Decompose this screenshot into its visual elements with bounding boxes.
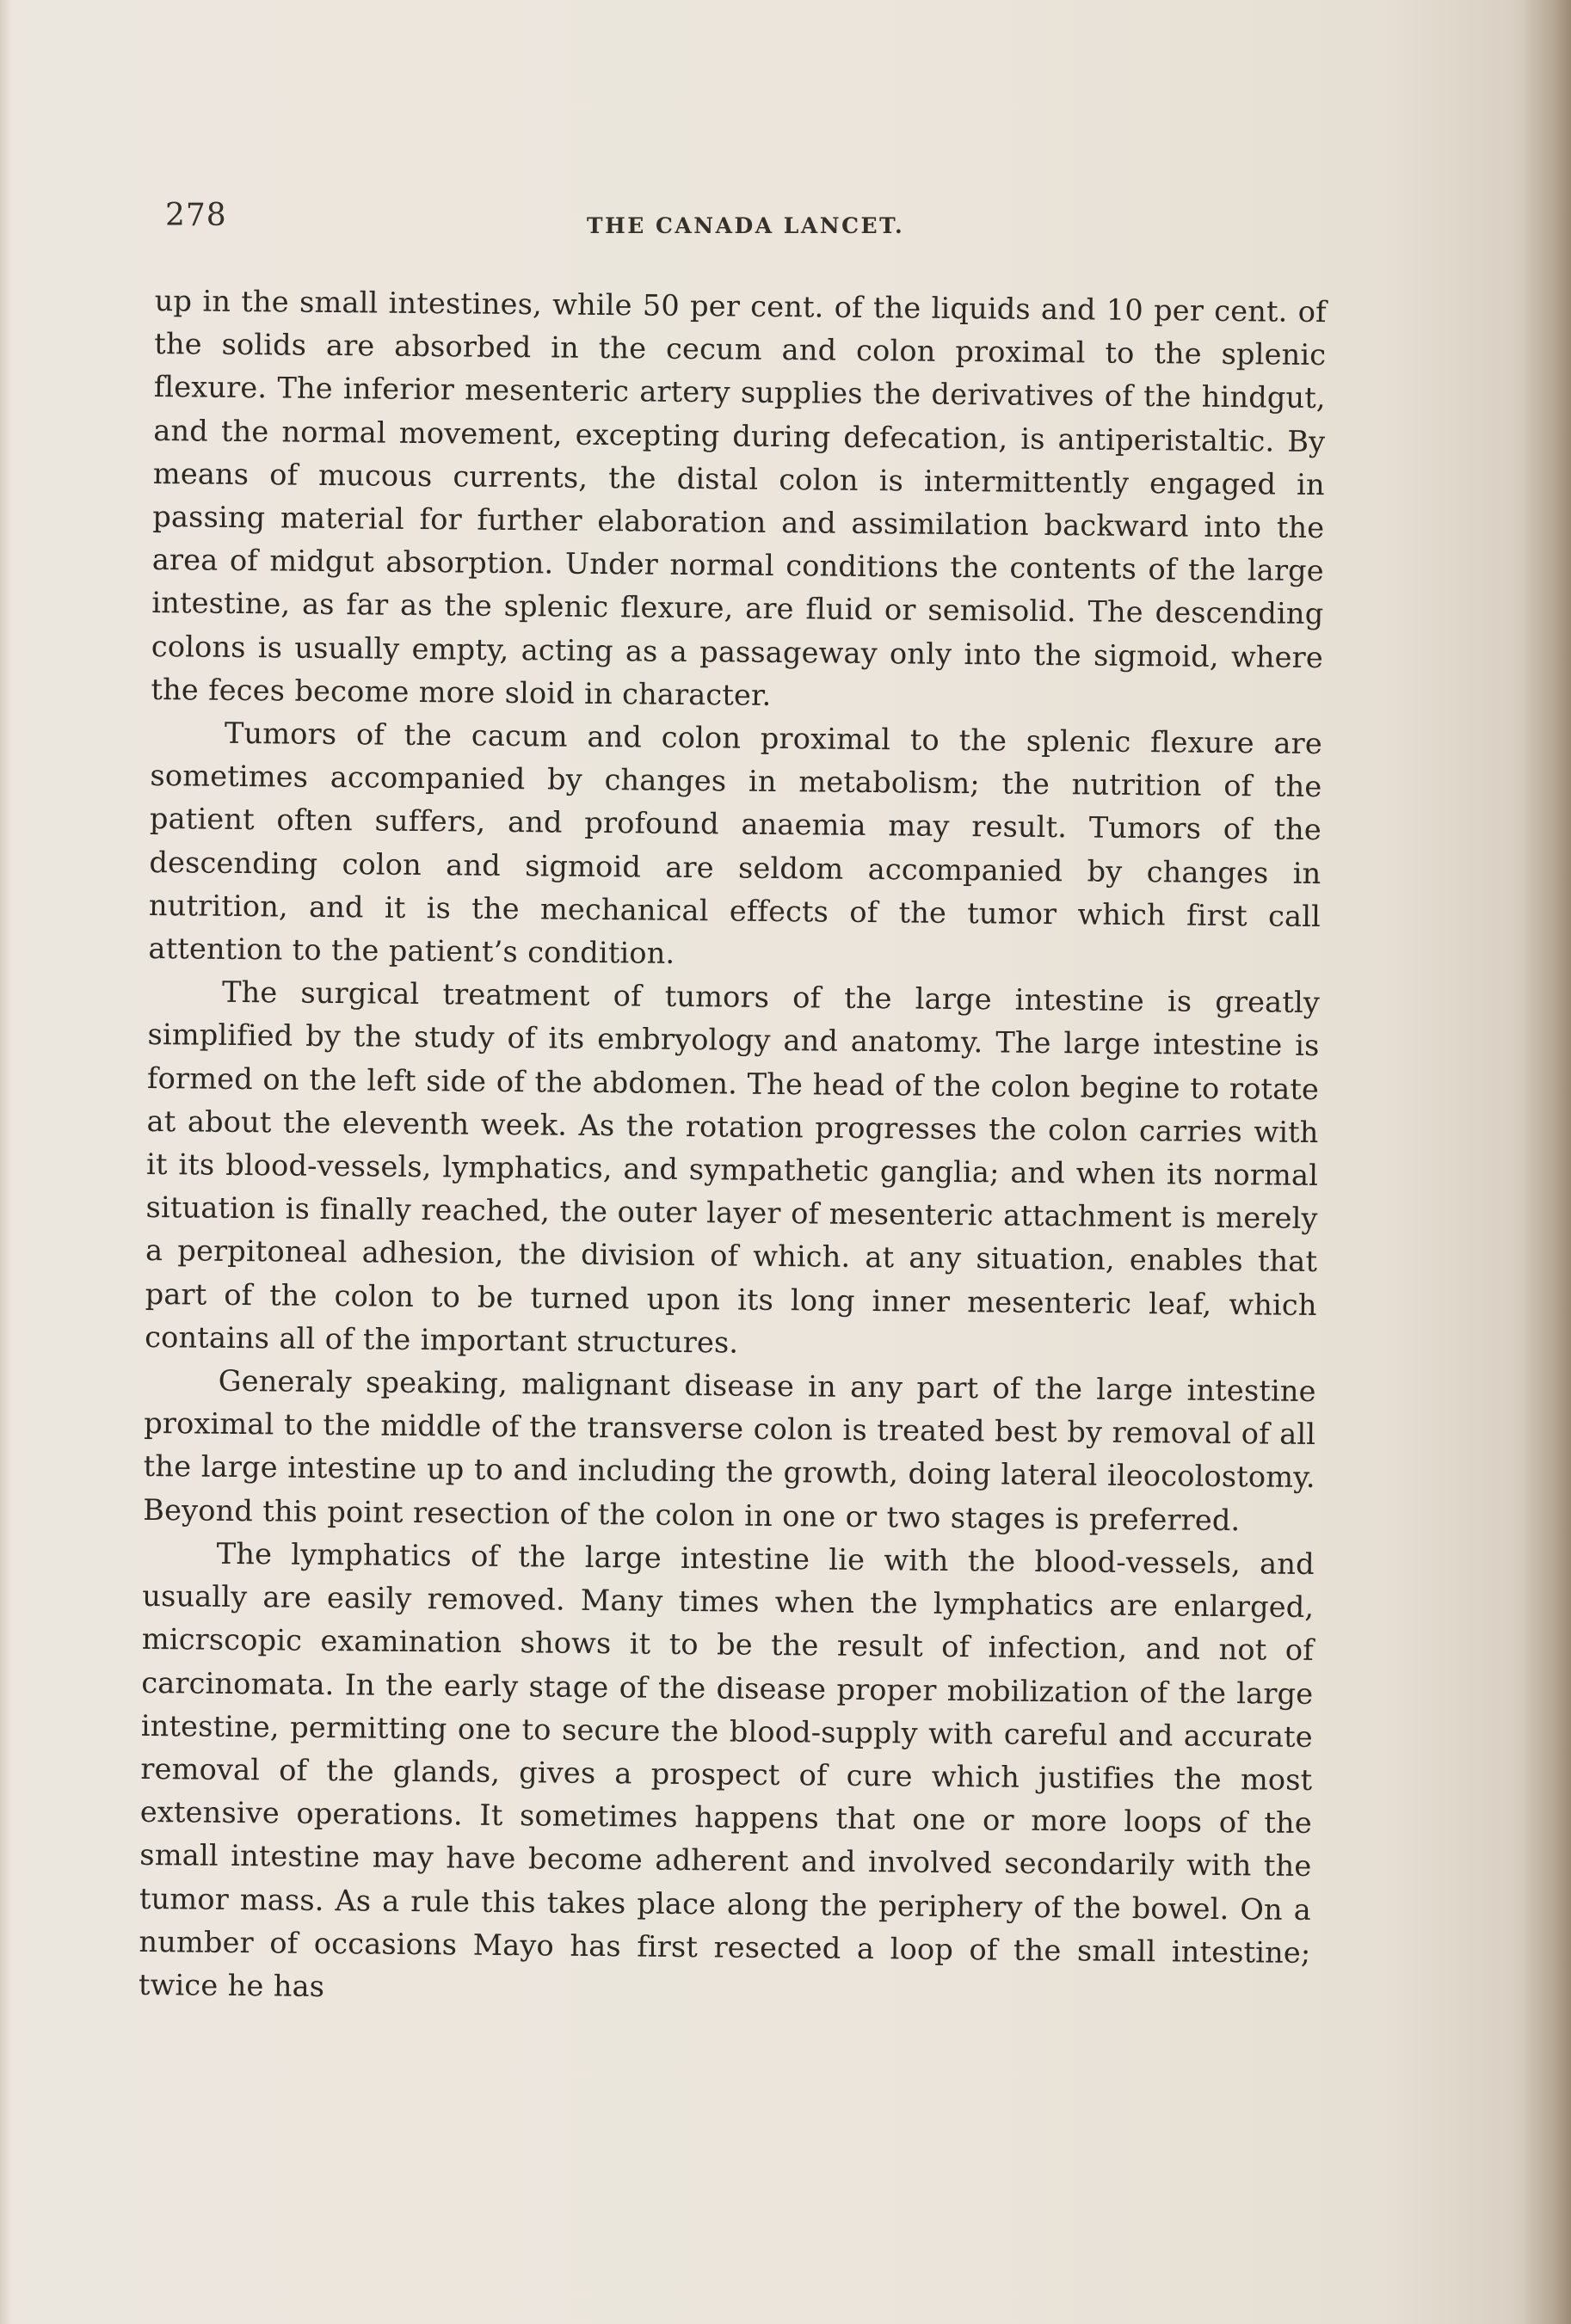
paragraph-surgical-treatment: The surgical treatment of tumors of the large intestine is greatly simplified by the study of its embryology and anatomy. The large intestine is formed on the left side of the abdomen. The head of the colon begine to rotate at about the eleventh week. As the rotation progresses the colon carries with it its blood-vessels, lymphatics, and sympathetic ganglia; and when its normal situation is finally reached, the outer layer of mesenteric attachment is merely a perpitoneal adhesion, the division of which. at any situation, enables that part of the colon to be turned upon its long inner mesenteric leaf, which contains all of the important structures. <box>145 975 1321 1360</box>
paragraph-malignant-disease: Generaly speaking, malignant disease in any part of the large intestine proximal to the middle of the transverse colon is treated best by removal of all the large intestine up to and including the growth, doing lateral ileocolostomy. Beyond this point resection of the colon in one or two stages is preferred. <box>143 1363 1316 1537</box>
page-gutter-shadow <box>0 0 12 2324</box>
page-header <box>165 198 1335 249</box>
body-text <box>139 280 1327 2018</box>
paragraph-tumors-cecum: Tumors of the cacum and colon proximal to the splenic flexure are sometimes accompanied by changes in metabolism; the nutrition of the patient often suffers, and profound anaemia may result. Tumors of the descending colon and sigmoid are seldom accompanied by changes in nutrition, and it is the mechanical effects of the tumor which first call attention to the patient’s condition. <box>148 716 1323 970</box>
page-number: 278 <box>165 198 227 233</box>
paragraph-continued: up in the small intestines, while 50 per cent. of the liquids and 10 per cent. of the solids are absorbed in the cecum and colon proximal to the splenic flexure. The inferior mesenteric artery supplies the derivatives of the hindgut, and the normal movement, excepting during defecation, is antiperistaltic. By means of mucous currents, the distal colon is intermittently engaged in passing material for further elaboration and assimilation backward into the area of midgut absorption. Under normal conditions the contents of the large intestine, as far as the splenic flexure, are fluid or semisolid. The descending colons is usually empty, acting as a passageway only into the sigmoid, where the feces become more sloid in character. <box>151 283 1327 712</box>
running-title: THE CANADA LANCET. <box>587 213 905 238</box>
paragraph-lymphatics: The lymphatics of the large intestine lie with the blood-vessels, and usually are easily removed. Many times when the lymphatics are enlarged, micrscopic examination shows it to be the result of infection, and not of carcinomata. In the early stage of the disease proper mobilization of the large intestine, permitting one to secure the blood-supply with careful and accurate removal of the glands, gives a prospect of cure which justifies the most extensive operations. It sometimes happens that one or more loops of the small intestine may have become adherent and involved secondarily with the tumor mass. As a rule this takes place along the periphery of the bowel. On a number of occasions Mayo has first resected a loop of the small intestine; twice he has <box>138 1536 1315 2003</box>
page-edge-shadow <box>1511 0 1571 2324</box>
